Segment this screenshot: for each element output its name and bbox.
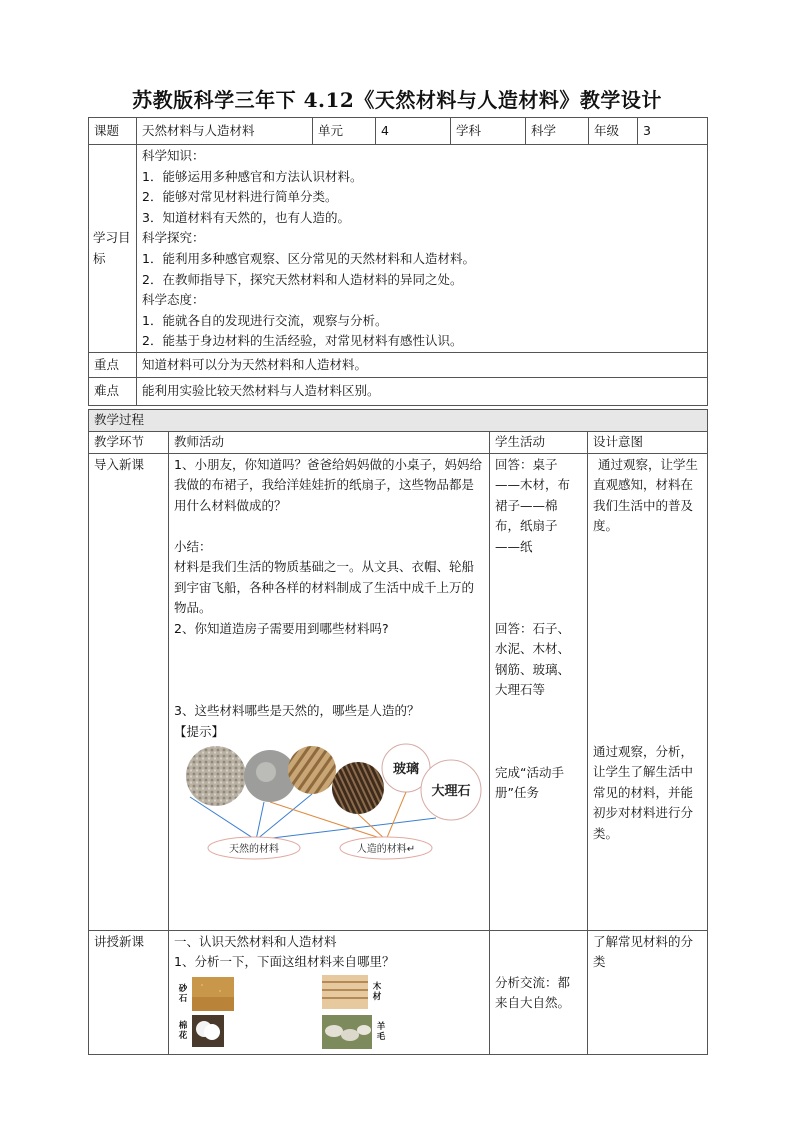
natural-label: 天然的材料	[229, 844, 279, 856]
grade-label: 年级	[589, 118, 638, 145]
intro-question-3: 3、这些材料哪些是天然的，哪些是人造的？	[174, 702, 420, 718]
thumb-wood	[322, 975, 382, 1009]
sheep-photo	[322, 1015, 372, 1049]
student-answer-2: 回答：石子、水泥、木材、钢筋、玻璃、大理石等	[495, 620, 571, 698]
objective-line: 科学态度：	[142, 292, 205, 308]
artificial-label: 人造的材料↵	[356, 844, 416, 856]
intro-row	[89, 453, 708, 930]
objective-line: 2．能够对常见材料进行简单分类。	[142, 189, 338, 205]
objective-line: 2．能基于身边材料的生活经验，对常见材料有感性认识。	[142, 333, 463, 349]
objective-line: 科学探究：	[142, 230, 205, 246]
thumb-cotton	[178, 1015, 224, 1047]
materials-diagram	[174, 742, 484, 867]
col-intent-header: 设计意图	[588, 432, 708, 454]
student-answer-1: 回答：桌子——木材，布裙子——棉布，纸扇子——纸	[495, 456, 571, 554]
key-point-label: 重点	[89, 353, 137, 378]
unit-value: 4	[376, 118, 451, 145]
thumb-wool-label: 羊毛	[376, 1021, 386, 1042]
lesson-question-1: 1、分析一下，下面这组材料来自哪里？	[174, 954, 395, 970]
intent-2: 通过观察，分析，让学生了解生活中常见的材料，并能初步对材料进行分类。	[593, 743, 694, 841]
difficulty-row	[89, 378, 708, 406]
objectives-label: 学习目标	[89, 145, 137, 353]
col-teacher-header: 教师活动	[169, 432, 490, 454]
student-answer-3: 完成“活动手册”任务	[495, 764, 564, 801]
gravel-photo	[186, 746, 246, 806]
intro-stage: 导入新课	[89, 453, 169, 930]
lesson-heading: 一、认识天然材料和人造材料	[174, 933, 337, 949]
hint-label: 【提示】	[174, 723, 225, 739]
rebar-photo	[332, 762, 384, 814]
thumb-cotton-label: 棉花	[178, 1020, 188, 1041]
document-title: 苏教版科学三年下 4.12《天然材料与人造材料》教学设计	[132, 88, 662, 112]
objective-line: 科学知识：	[142, 148, 205, 163]
topic-value: 天然材料与人造材料	[137, 118, 313, 145]
key-point-row	[89, 353, 708, 378]
process-header-row	[89, 410, 708, 432]
cotton-photo	[192, 1015, 224, 1047]
wood-planks-photo	[322, 975, 368, 1009]
thumb-wood-label: 木材	[372, 981, 382, 1002]
process-header: 教学过程	[89, 410, 708, 432]
lesson-student-answer: 分析交流：都来自大自然。	[495, 974, 571, 1011]
objective-line: 3．知道材料有天然的，也有人造的。	[142, 209, 350, 225]
lesson-plan-table	[88, 117, 708, 406]
objective-line: 2．在教师指导下，探究天然材料和人造材料的异同之处。	[142, 271, 463, 287]
objective-line: 1．能利用多种感官观察、区分常见的天然材料和人造材料。	[142, 250, 475, 266]
objectives-row	[89, 145, 708, 353]
col-student-header: 学生活动	[490, 432, 588, 454]
difficulty-label: 难点	[89, 378, 137, 406]
objective-line: 1．能够运用多种感官和方法认识材料。	[142, 168, 363, 184]
glass-label: 玻璃	[392, 762, 420, 778]
unit-label: 单元	[313, 118, 376, 145]
lesson-design-intent: 了解常见材料的分类	[588, 930, 708, 1054]
lesson-student-activity	[490, 930, 588, 1054]
material-thumbnails	[174, 975, 484, 1053]
intro-student-activity	[490, 453, 588, 930]
thumb-sand-label: 砂石	[178, 983, 188, 1004]
col-stage-header: 教学环节	[89, 432, 169, 454]
summary-text: 材料是我们生活的物质基础之一。从文具、衣帽、轮船到宇宙飞船，各种各样的材料制成了生活中成千上万的物品。	[174, 559, 475, 616]
sand-photo	[192, 977, 234, 1011]
subject-value: 科学	[526, 118, 589, 145]
lesson-teacher-activity	[169, 930, 490, 1054]
thumb-wool	[322, 1015, 386, 1049]
difficulty-text: 能利用实验比较天然材料与人造材料区别。	[137, 378, 708, 406]
grade-value: 3	[638, 118, 708, 145]
objectives-content	[137, 145, 708, 353]
process-table	[88, 409, 708, 1055]
summary-label: 小结：	[174, 538, 212, 554]
info-row	[89, 118, 708, 145]
lesson-stage: 讲授新课	[89, 930, 169, 1054]
marble-label: 大理石	[431, 784, 471, 800]
column-header-row	[89, 432, 708, 454]
intent-1: 通过观察，让学生直观感知，材料在我们生活中的普及度。	[593, 456, 699, 534]
objective-line: 1．能就各自的发现进行交流，观察与分析。	[142, 312, 388, 328]
wood-photo	[288, 746, 336, 794]
intro-teacher-activity	[169, 453, 490, 930]
key-point-text: 知道材料可以分为天然材料和人造材料。	[137, 353, 708, 378]
intro-question-2: 2、你知道造房子需要用到哪些材料吗?	[174, 620, 389, 636]
thumb-sand	[178, 977, 234, 1011]
intro-design-intent	[588, 453, 708, 930]
intro-question-1: 1、小朋友，你知道吗？爸爸给妈妈做的小桌子，妈妈给我做的布裙子，我给洋娃娃折的纸扇子，这些物品都是用什么材料做成的？	[174, 456, 482, 513]
subject-label: 学科	[451, 118, 526, 145]
lesson-row	[89, 930, 708, 1054]
topic-label: 课题	[89, 118, 137, 145]
